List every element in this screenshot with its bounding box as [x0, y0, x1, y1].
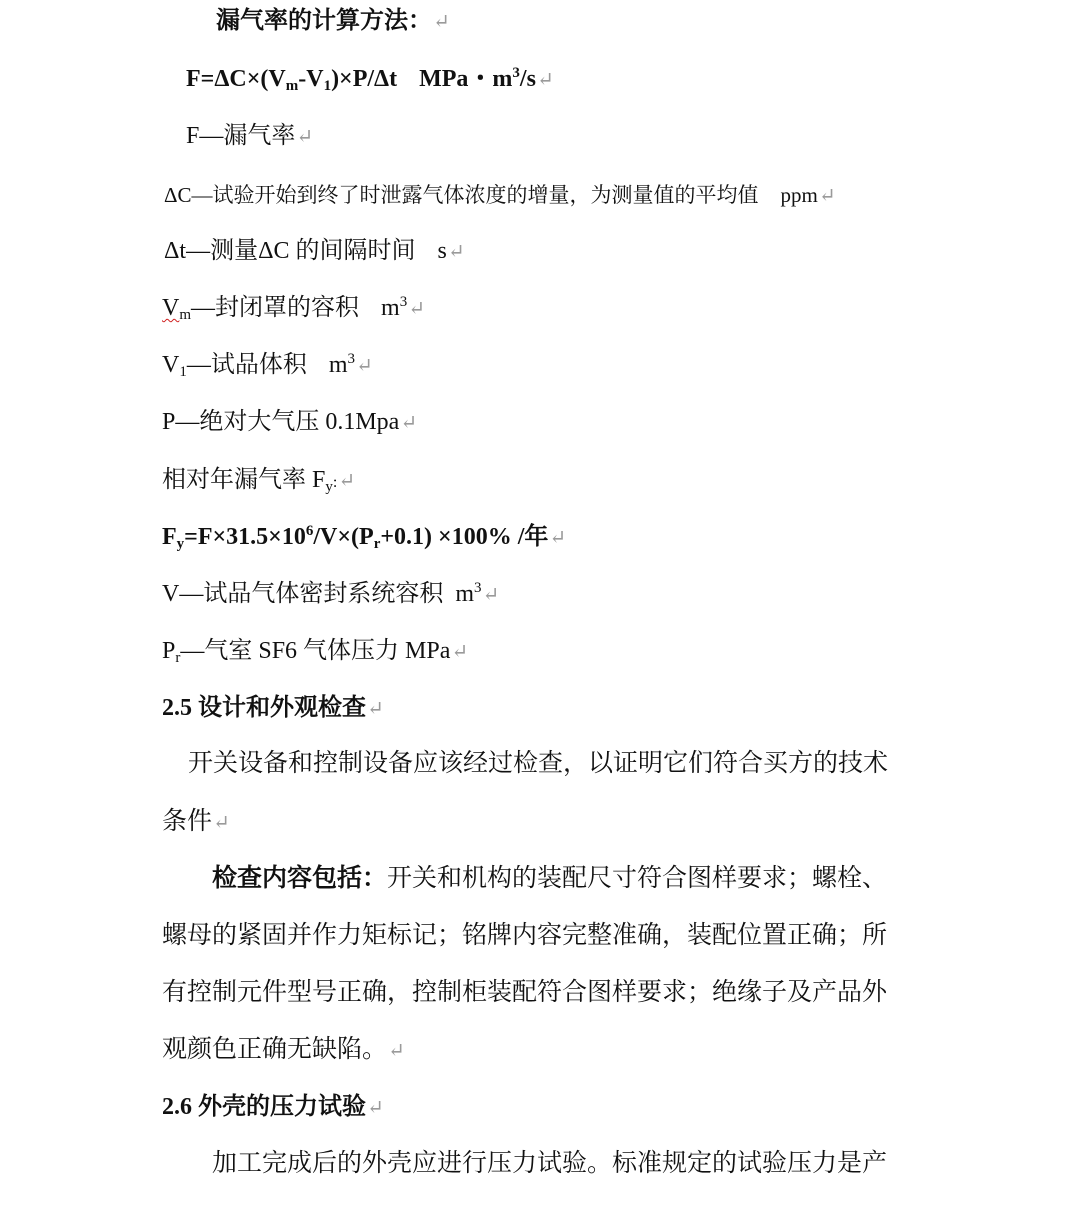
def-vm — [162, 293, 425, 324]
formula-rest: )×P/Δt — [331, 66, 398, 92]
def-v-unit: m — [455, 581, 475, 607]
def-v — [162, 579, 499, 610]
paragraph-mark: ↵ — [400, 412, 418, 434]
paragraph-mark: ↵ — [356, 355, 373, 377]
formula-sub-1: 1 — [323, 78, 332, 94]
def-delta-c — [164, 180, 836, 211]
def-v1-v: V — [162, 352, 180, 378]
para-text: 有控制元件型号正确，控制柜装配符合图样要求；绝缘子及产品外 — [162, 979, 888, 1006]
section-2-6-heading-text: 2.6 外壳的压力试验 — [162, 1094, 366, 1120]
formula-heading-text: 漏气率的计算方法： — [216, 8, 432, 34]
paragraph-mark: ↵ — [447, 241, 465, 263]
paragraph-mark: ↵ — [367, 698, 384, 720]
formula-lhs: F= — [186, 66, 215, 92]
def-pr-sub: r — [175, 650, 181, 666]
section-2-5-para2-line2 — [162, 921, 887, 951]
def-v1-sub: 1 — [179, 364, 187, 380]
para-text: 加工完成后的外壳应进行压力试验。标准规定的试验压力是产 — [212, 1150, 888, 1177]
para-text: 螺母的紧固并作力矩标记；铭牌内容完整准确，装配位置正确；所 — [162, 922, 888, 949]
formula2-part3: +0.1) ×100% /年 — [380, 524, 549, 550]
paragraph-mark: ↵ — [482, 584, 500, 606]
def-vm-text: —封闭罩的容积 — [191, 295, 360, 321]
para-text: 开关和机构的装配尺寸符合图样要求；螺栓、 — [387, 865, 888, 892]
formula-sub-m: m — [285, 78, 299, 94]
formula-unit-sup: 3 — [512, 65, 520, 81]
section-2-5-heading — [162, 693, 384, 724]
def-vm-sub: m — [179, 307, 192, 323]
def-delta-t-unit: s — [437, 238, 447, 264]
relative-heading-colon: : — [332, 474, 338, 491]
def-delta-c-unit: ppm — [780, 183, 818, 207]
def-v1-text: —试品体积 — [186, 352, 307, 378]
def-vm-symbol — [162, 295, 191, 321]
paragraph-mark: ↵ — [338, 470, 356, 492]
para-text: 条件 — [162, 808, 213, 835]
paragraph-mark: ↵ — [818, 185, 836, 207]
para-text: 观颜色正确无缺陷。 — [162, 1036, 388, 1063]
section-2-6-heading — [162, 1092, 384, 1123]
def-vm-unit-sup: 3 — [399, 294, 408, 310]
def-v1 — [162, 350, 373, 381]
def-delta-t — [164, 236, 465, 267]
formula2-exp: 6 — [305, 523, 314, 539]
relative-heading-text: 相对年漏气率 F — [162, 467, 326, 493]
paragraph-mark: ↵ — [367, 1097, 384, 1119]
formula2-f: F — [162, 524, 177, 550]
paragraph-mark: ↵ — [408, 298, 425, 320]
paragraph-mark: ↵ — [296, 126, 314, 148]
section-2-5-para1-line1 — [188, 749, 888, 779]
def-pr-text: —气室 SF6 气体压力 MPa — [180, 638, 451, 664]
formula-minus-v: -V — [298, 66, 324, 92]
def-vm-unit: m — [381, 295, 400, 321]
relative-heading-sub: y — [325, 479, 333, 495]
section-2-5-para2-line4 — [162, 1035, 405, 1066]
section-2-6-para1-line1 — [212, 1149, 887, 1179]
formula2-sub-r: r — [373, 536, 381, 552]
def-v-text: V—试品气体密封系统容积 — [162, 581, 444, 607]
leak-rate-formula — [186, 64, 554, 95]
formula2-part2: /V×(P — [313, 524, 374, 550]
def-v1-unit: m — [328, 352, 348, 378]
paragraph-mark: ↵ — [213, 812, 230, 834]
def-v1-unit-sup: 3 — [347, 351, 356, 367]
formula-unit-tail: /s — [519, 66, 536, 92]
def-delta-t-text: Δt—测量ΔC 的间隔时间 — [164, 238, 416, 264]
def-vm-v: V — [162, 295, 180, 321]
def-pr — [162, 636, 468, 667]
def-f-text: F—漏气率 — [186, 123, 296, 149]
annual-leak-formula — [162, 522, 566, 553]
formula-heading — [216, 6, 450, 37]
section-2-5-para1-line2 — [162, 807, 230, 838]
paragraph-mark: ↵ — [549, 527, 567, 549]
section-2-5-heading-text: 2.5 设计和外观检查 — [162, 695, 366, 721]
def-f — [186, 121, 313, 152]
section-2-5-para2-line3 — [162, 978, 887, 1008]
formula2-sub-y: y — [176, 536, 185, 552]
def-p-text: P—绝对大气压 0.1Mpa — [162, 409, 400, 435]
def-p — [162, 407, 417, 438]
paragraph-mark: ↵ — [433, 11, 450, 33]
paragraph-mark: ↵ — [536, 69, 554, 91]
relative-leak-heading — [162, 465, 355, 498]
def-pr-p: P — [162, 638, 176, 664]
def-v-unit-sup: 3 — [474, 580, 482, 596]
section-2-5-para2-line1 — [212, 864, 887, 894]
formula-delta-c: ΔC×(V — [214, 66, 286, 92]
para-text: 开关设备和控制设备应该经过检查，以证明它们符合买方的技术 — [188, 750, 889, 777]
def-delta-c-text: ΔC—试验开始到终了时泄露气体浓度的增量，为测量值的平均值 — [164, 183, 759, 207]
paragraph-mark: ↵ — [451, 641, 469, 663]
formula2-part1: =F×31.5×10 — [184, 524, 306, 550]
formula-unit: MPa・m — [419, 66, 513, 92]
paragraph-mark: ↵ — [388, 1040, 405, 1062]
para2-lead: 检查内容包括： — [212, 865, 388, 892]
